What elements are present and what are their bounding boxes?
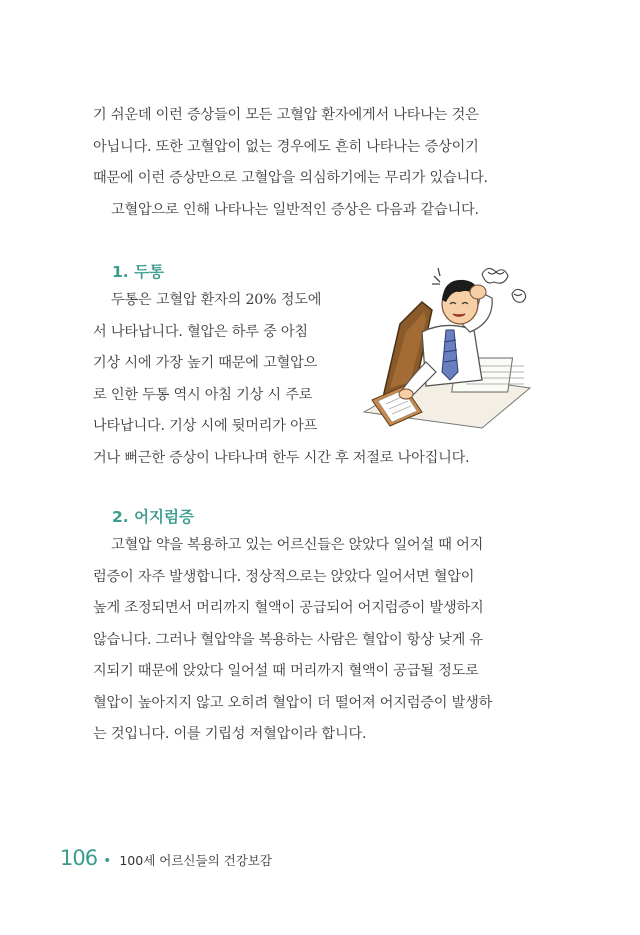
intro-line: 아닙니다. 또한 고혈압이 없는 경우에도 흔히 나타나는 증상이기 [93,138,479,155]
body-line: 두통은 고혈압 환자의 20% 정도에 [111,292,322,308]
intro-summary: 고혈압으로 인해 나타나는 일반적인 증상은 다음과 같습니다. [111,201,479,218]
page-footer [60,846,272,870]
section-heading-dizziness: 2. 어지럼증 [112,508,194,526]
intro-line: 기 쉬운데 이런 증상들이 모든 고혈압 환자에게서 나타나는 것은 [93,107,479,123]
body-line: 고혈압 약을 복용하고 있는 어르신들은 앉았다 일어설 때 어지 [111,537,484,553]
page-number: 106 [60,846,98,870]
section2-paragraph [93,530,533,751]
intro-paragraph [93,100,533,226]
bullet-separator: • [103,853,112,869]
section-heading-headache: 1. 두통 [112,263,165,281]
body-line: 지되기 때문에 앉았다 일어설 때 머리까지 혈액이 공급될 정도로 [93,663,479,679]
body-line: 거나 뻐근한 증상이 나타나며 한두 시간 후 저절로 나아집니다. [93,449,470,466]
intro-line: 때문에 이런 증상만으로 고혈압을 의심하기에는 무리가 있습니다. [93,170,488,186]
body-line: 기상 시에 가장 높기 때문에 고혈압으 [93,355,318,371]
body-line: 높게 조정되면서 머리까지 혈액이 공급되어 어지럼증이 발생하지 [93,600,484,616]
body-line: 서 나타납니다. 혈압은 하루 중 아침 [93,323,308,340]
body-line: 혈압이 높아지지 않고 오히려 혈압이 더 떨어져 어지럼증이 발생하 [93,694,493,711]
body-line: 럼증이 자주 발생합니다. 정상적으로는 앉았다 일어서면 혈압이 [93,568,475,585]
body-line: 로 인한 두통 역시 아침 기상 시 주로 [93,386,313,403]
body-line: 나타납니다. 기상 시에 뒷머리가 아프 [93,418,318,434]
body-line: 않습니다. 그러나 혈압약을 복용하는 사람은 혈압이 항상 낮게 유 [93,631,483,648]
body-line: 는 것입니다. 이를 기립성 저혈압이라 합니다. [93,726,367,742]
book-title: 100세 어르신들의 건강보감 [119,853,272,868]
headache-man-illustration [362,262,532,430]
